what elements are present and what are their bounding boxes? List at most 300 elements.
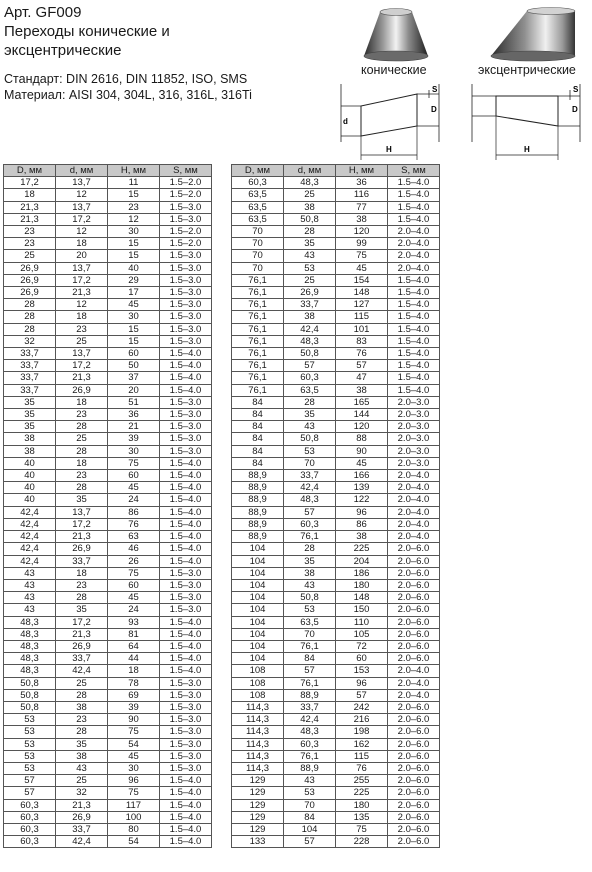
table-cell: 18 [56, 396, 108, 408]
table-row [4, 750, 212, 762]
table-cell: 1.5–4.0 [388, 213, 440, 225]
table-cell: 1.5–4.0 [160, 506, 212, 518]
table-cell: 35 [284, 409, 336, 421]
table-row [4, 738, 212, 750]
table-cell: 1.5–4.0 [160, 348, 212, 360]
table-cell: 21 [108, 421, 160, 433]
table-cell: 144 [336, 409, 388, 421]
table-cell: 43 [4, 592, 56, 604]
table-row [232, 567, 440, 579]
table-cell: 114,3 [232, 738, 284, 750]
table-cell: 1.5–4.0 [388, 323, 440, 335]
table-cell: 45 [336, 262, 388, 274]
table-cell: 12 [56, 226, 108, 238]
table-row [232, 701, 440, 713]
table-cell: 35 [4, 409, 56, 421]
table-cell: 1.5–4.0 [160, 653, 212, 665]
table-cell: 76 [108, 518, 160, 530]
table-cell: 48,3 [4, 653, 56, 665]
table-cell: 43 [4, 604, 56, 616]
table-cell: 1.5–4.0 [160, 555, 212, 567]
table-cell: 33,7 [4, 360, 56, 372]
table-cell: 48,3 [4, 628, 56, 640]
table-row [4, 470, 212, 482]
table-cell: 38 [56, 701, 108, 713]
table-cell: 1.5–4.0 [388, 274, 440, 286]
table-cell: 216 [336, 714, 388, 726]
table-cell: 117 [108, 799, 160, 811]
table-cell: 1.5–3.0 [160, 250, 212, 262]
table-cell: 26,9 [4, 274, 56, 286]
table-cell: 1.5–4.0 [160, 836, 212, 848]
table-row [4, 701, 212, 713]
table-cell: 2.0–6.0 [388, 775, 440, 787]
table-cell: 20 [56, 250, 108, 262]
table-cell: 15 [108, 335, 160, 347]
table-cell: 115 [336, 311, 388, 323]
table-cell: 63,5 [232, 201, 284, 213]
table-cell: 105 [336, 628, 388, 640]
table-row [4, 189, 212, 201]
table-cell: 23 [56, 409, 108, 421]
document-title [4, 3, 170, 60]
table-cell: 13,7 [56, 201, 108, 213]
table-cell: 76,1 [232, 360, 284, 372]
table-row [4, 348, 212, 360]
table-cell: 75 [336, 823, 388, 835]
table-cell: 43 [4, 567, 56, 579]
table-cell: 30 [108, 226, 160, 238]
table-cell: 45 [108, 750, 160, 762]
table-cell: 114,3 [232, 701, 284, 713]
table-cell: 1.5–4.0 [160, 823, 212, 835]
dim-label-H: H [524, 145, 530, 154]
dim-label-D: D [431, 105, 437, 114]
table-row [4, 506, 212, 518]
table-cell: 2.0–4.0 [388, 470, 440, 482]
table-cell: 53 [284, 604, 336, 616]
table-header-row [4, 165, 212, 177]
table-cell: 2.0–4.0 [388, 665, 440, 677]
spec-meta [4, 71, 252, 103]
table-row [232, 677, 440, 689]
table-cell: 35 [56, 604, 108, 616]
table-cell: 76,1 [232, 299, 284, 311]
table-cell: 42,4 [284, 714, 336, 726]
table-cell: 154 [336, 274, 388, 286]
table-cell: 2.0–6.0 [388, 726, 440, 738]
table-row [232, 592, 440, 604]
table-cell: 33,7 [4, 348, 56, 360]
table-row [4, 811, 212, 823]
table-row [4, 226, 212, 238]
table-cell: 1.5–4.0 [160, 482, 212, 494]
table-row [4, 640, 212, 652]
table-cell: 60 [336, 653, 388, 665]
table-cell: 57 [284, 665, 336, 677]
table-cell: 1.5–3.0 [160, 567, 212, 579]
table-cell: 23 [4, 238, 56, 250]
table-cell: 50,8 [284, 433, 336, 445]
table-row [4, 360, 212, 372]
table-cell: 84 [232, 433, 284, 445]
table-cell: 33,7 [4, 384, 56, 396]
table-row [232, 201, 440, 213]
table-cell: 129 [232, 823, 284, 835]
table-cell: 1.5–3.0 [160, 421, 212, 433]
table-cell: 2.0–6.0 [388, 567, 440, 579]
table-row [232, 433, 440, 445]
table-cell: 42,4 [284, 482, 336, 494]
table-cell: 28 [4, 323, 56, 335]
table-cell: 57 [4, 787, 56, 799]
table-cell: 42,4 [56, 665, 108, 677]
table-cell: 33,7 [284, 470, 336, 482]
table-cell: 1.5–4.0 [160, 470, 212, 482]
table-row [4, 616, 212, 628]
table-cell: 1.5–4.0 [388, 177, 440, 189]
table-cell: 120 [336, 421, 388, 433]
table-cell: 1.5–4.0 [160, 799, 212, 811]
table-cell: 1.5–4.0 [160, 518, 212, 530]
table-cell: 50,8 [4, 689, 56, 701]
table-cell: 12 [108, 213, 160, 225]
table-cell: 2.0–6.0 [388, 714, 440, 726]
table-cell: 99 [336, 238, 388, 250]
table-cell: 70 [232, 262, 284, 274]
table-row [4, 311, 212, 323]
table-cell: 84 [284, 653, 336, 665]
column-header: d, мм [56, 165, 108, 177]
table-cell: 2.0–6.0 [388, 628, 440, 640]
table-cell: 26,9 [4, 262, 56, 274]
table-cell: 1.5–4.0 [160, 665, 212, 677]
table-cell: 38 [336, 213, 388, 225]
table-row [4, 628, 212, 640]
table-cell: 2.0–4.0 [388, 689, 440, 701]
table-cell: 90 [108, 714, 160, 726]
table-cell: 104 [232, 567, 284, 579]
dimensions-table-right [231, 164, 440, 848]
table-cell: 1.5–3.0 [160, 726, 212, 738]
table-cell: 43 [56, 762, 108, 774]
table-cell: 20 [108, 384, 160, 396]
table-cell: 37 [108, 372, 160, 384]
table-cell: 1.5–3.0 [160, 299, 212, 311]
concentric-caption: конические [361, 63, 427, 77]
dim-label-S: S [432, 85, 438, 94]
table-cell: 50,8 [4, 677, 56, 689]
table-cell: 101 [336, 323, 388, 335]
table-row [4, 384, 212, 396]
table-cell: 100 [108, 811, 160, 823]
table-row [4, 799, 212, 811]
table-cell: 104 [232, 616, 284, 628]
table-cell: 15 [108, 238, 160, 250]
table-cell: 2.0–6.0 [388, 604, 440, 616]
table-cell: 76,1 [232, 372, 284, 384]
table-cell: 24 [108, 494, 160, 506]
table-cell: 1.5–4.0 [160, 616, 212, 628]
table-cell: 32 [4, 335, 56, 347]
column-header: S, мм [160, 165, 212, 177]
table-row [4, 823, 212, 835]
table-cell: 53 [4, 750, 56, 762]
table-row [4, 421, 212, 433]
table-cell: 1.5–4.0 [388, 372, 440, 384]
column-header: D, мм [4, 165, 56, 177]
table-cell: 139 [336, 482, 388, 494]
table-cell: 38 [4, 433, 56, 445]
table-cell: 24 [108, 604, 160, 616]
table-cell: 46 [108, 543, 160, 555]
table-cell: 2.0–6.0 [388, 640, 440, 652]
table-cell: 88,9 [232, 518, 284, 530]
table-cell: 162 [336, 738, 388, 750]
table-cell: 1.5–4.0 [388, 335, 440, 347]
table-cell: 70 [284, 628, 336, 640]
table-cell: 70 [232, 238, 284, 250]
table-cell: 1.5–3.0 [160, 409, 212, 421]
table-cell: 1.5–4.0 [160, 628, 212, 640]
table-cell: 84 [232, 421, 284, 433]
table-cell: 88,9 [232, 470, 284, 482]
table-cell: 25 [4, 250, 56, 262]
table-cell: 76,1 [232, 287, 284, 299]
table-cell: 135 [336, 811, 388, 823]
table-row [232, 348, 440, 360]
standard-line: Стандарт: DIN 2616, DIN 11852, ISO, SMS [4, 72, 248, 86]
table-cell: 186 [336, 567, 388, 579]
table-cell: 26,9 [284, 287, 336, 299]
table-cell: 2.0–3.0 [388, 409, 440, 421]
table-cell: 84 [232, 396, 284, 408]
table-cell: 2.0–6.0 [388, 762, 440, 774]
table-row [4, 213, 212, 225]
table-cell: 50,8 [4, 701, 56, 713]
table-cell: 104 [232, 640, 284, 652]
table-cell: 26 [108, 555, 160, 567]
table-cell: 1.5–3.0 [160, 396, 212, 408]
table-cell: 2.0–6.0 [388, 836, 440, 848]
table-cell: 17,2 [56, 213, 108, 225]
table-cell: 40 [4, 470, 56, 482]
table-cell: 60,3 [4, 811, 56, 823]
table-cell: 75 [108, 726, 160, 738]
table-cell: 70 [284, 457, 336, 469]
table-row [4, 262, 212, 274]
table-cell: 88,9 [284, 689, 336, 701]
table-cell: 60,3 [4, 823, 56, 835]
table-cell: 60,3 [284, 372, 336, 384]
table-cell: 42,4 [4, 506, 56, 518]
table-cell: 2.0–3.0 [388, 396, 440, 408]
table-cell: 21,3 [56, 372, 108, 384]
table-cell: 38 [336, 531, 388, 543]
table-row [232, 311, 440, 323]
table-row [4, 531, 212, 543]
table-cell: 33,7 [56, 823, 108, 835]
table-cell: 1.5–4.0 [160, 457, 212, 469]
table-cell: 1.5–3.0 [160, 201, 212, 213]
table-cell: 40 [4, 494, 56, 506]
table-cell: 1.5–3.0 [160, 689, 212, 701]
table-cell: 104 [232, 555, 284, 567]
table-cell: 1.5–3.0 [160, 287, 212, 299]
table-cell: 53 [4, 738, 56, 750]
table-row [232, 226, 440, 238]
table-cell: 38 [4, 445, 56, 457]
table-cell: 43 [284, 579, 336, 591]
table-cell: 42,4 [56, 836, 108, 848]
table-row [4, 323, 212, 335]
table-cell: 54 [108, 738, 160, 750]
table-row [4, 836, 212, 848]
table-cell: 76,1 [284, 531, 336, 543]
table-cell: 63 [108, 531, 160, 543]
table-row [4, 677, 212, 689]
table-row [4, 287, 212, 299]
table-cell: 255 [336, 775, 388, 787]
table-row [232, 262, 440, 274]
table-cell: 60,3 [284, 518, 336, 530]
table-cell: 76,1 [284, 750, 336, 762]
table-cell: 35 [284, 238, 336, 250]
table-row [232, 213, 440, 225]
table-row [232, 287, 440, 299]
table-cell: 1.5–4.0 [388, 299, 440, 311]
table-cell: 120 [336, 226, 388, 238]
title-line-2: эксцентрические [4, 42, 122, 59]
table-cell: 1.5–3.0 [160, 762, 212, 774]
table-cell: 1.5–3.0 [160, 750, 212, 762]
table-cell: 23 [56, 579, 108, 591]
table-row [232, 177, 440, 189]
table-cell: 96 [108, 775, 160, 787]
table-cell: 1.5–3.0 [160, 604, 212, 616]
table-cell: 15 [108, 189, 160, 201]
table-row [232, 518, 440, 530]
table-row [232, 494, 440, 506]
table-cell: 104 [232, 543, 284, 555]
table-cell: 76,1 [232, 384, 284, 396]
table-cell: 78 [108, 677, 160, 689]
table-cell: 43 [4, 579, 56, 591]
table-cell: 21,3 [56, 628, 108, 640]
table-cell: 75 [336, 250, 388, 262]
table-cell: 57 [284, 360, 336, 372]
table-row [232, 482, 440, 494]
table-cell: 108 [232, 689, 284, 701]
table-row [4, 299, 212, 311]
table-cell: 1.5–4.0 [160, 787, 212, 799]
table-cell: 17,2 [56, 616, 108, 628]
table-row [4, 335, 212, 347]
table-row [232, 738, 440, 750]
table-cell: 17,2 [56, 518, 108, 530]
table-cell: 57 [284, 506, 336, 518]
table-row [232, 555, 440, 567]
table-cell: 1.5–3.0 [160, 579, 212, 591]
table-cell: 75 [108, 787, 160, 799]
table-cell: 60,3 [4, 799, 56, 811]
table-row [4, 482, 212, 494]
concentric-reducer-photo [360, 6, 432, 62]
table-cell: 28 [56, 726, 108, 738]
table-row [4, 775, 212, 787]
table-row [4, 274, 212, 286]
table-cell: 51 [108, 396, 160, 408]
table-cell: 122 [336, 494, 388, 506]
table-cell: 12 [56, 189, 108, 201]
table-cell: 53 [4, 762, 56, 774]
table-cell: 1.5–3.0 [160, 592, 212, 604]
table-cell: 1.5–4.0 [160, 531, 212, 543]
table-cell: 35 [4, 396, 56, 408]
table-cell: 38 [336, 384, 388, 396]
table-cell: 1.5–4.0 [160, 811, 212, 823]
table-cell: 36 [336, 177, 388, 189]
table-cell: 26,9 [56, 811, 108, 823]
table-cell: 2.0–6.0 [388, 592, 440, 604]
column-header: H, мм [336, 165, 388, 177]
table-row [4, 653, 212, 665]
table-cell: 1.5–3.0 [160, 445, 212, 457]
table-cell: 88,9 [232, 494, 284, 506]
table-cell: 57 [284, 836, 336, 848]
table-cell: 28 [56, 592, 108, 604]
table-cell: 42,4 [284, 323, 336, 335]
table-cell: 38 [284, 201, 336, 213]
table-row [232, 335, 440, 347]
table-cell: 28 [4, 299, 56, 311]
table-cell: 75 [108, 567, 160, 579]
table-cell: 1.5–4.0 [388, 287, 440, 299]
table-cell: 43 [284, 421, 336, 433]
table-cell: 28 [56, 482, 108, 494]
table-cell: 76,1 [284, 677, 336, 689]
table-cell: 1.5–2.0 [160, 238, 212, 250]
table-cell: 76 [336, 762, 388, 774]
table-cell: 29 [108, 274, 160, 286]
table-cell: 42,4 [4, 531, 56, 543]
table-row [232, 470, 440, 482]
table-cell: 88,9 [284, 762, 336, 774]
table-cell: 129 [232, 787, 284, 799]
table-cell: 25 [56, 775, 108, 787]
table-cell: 63,5 [284, 616, 336, 628]
table-row [4, 579, 212, 591]
table-cell: 1.5–4.0 [388, 384, 440, 396]
table-row [232, 445, 440, 457]
table-cell: 88 [336, 433, 388, 445]
table-cell: 60,3 [4, 836, 56, 848]
table-cell: 38 [56, 750, 108, 762]
table-cell: 2.0–3.0 [388, 445, 440, 457]
table-cell: 60 [108, 348, 160, 360]
table-row [4, 201, 212, 213]
table-row [232, 238, 440, 250]
table-cell: 42,4 [4, 555, 56, 567]
table-cell: 2.0–6.0 [388, 799, 440, 811]
table-cell: 30 [108, 445, 160, 457]
table-cell: 84 [232, 409, 284, 421]
table-cell: 70 [284, 799, 336, 811]
table-cell: 1.5–4.0 [160, 384, 212, 396]
table-row [4, 494, 212, 506]
table-row [4, 787, 212, 799]
table-cell: 1.5–3.0 [160, 335, 212, 347]
